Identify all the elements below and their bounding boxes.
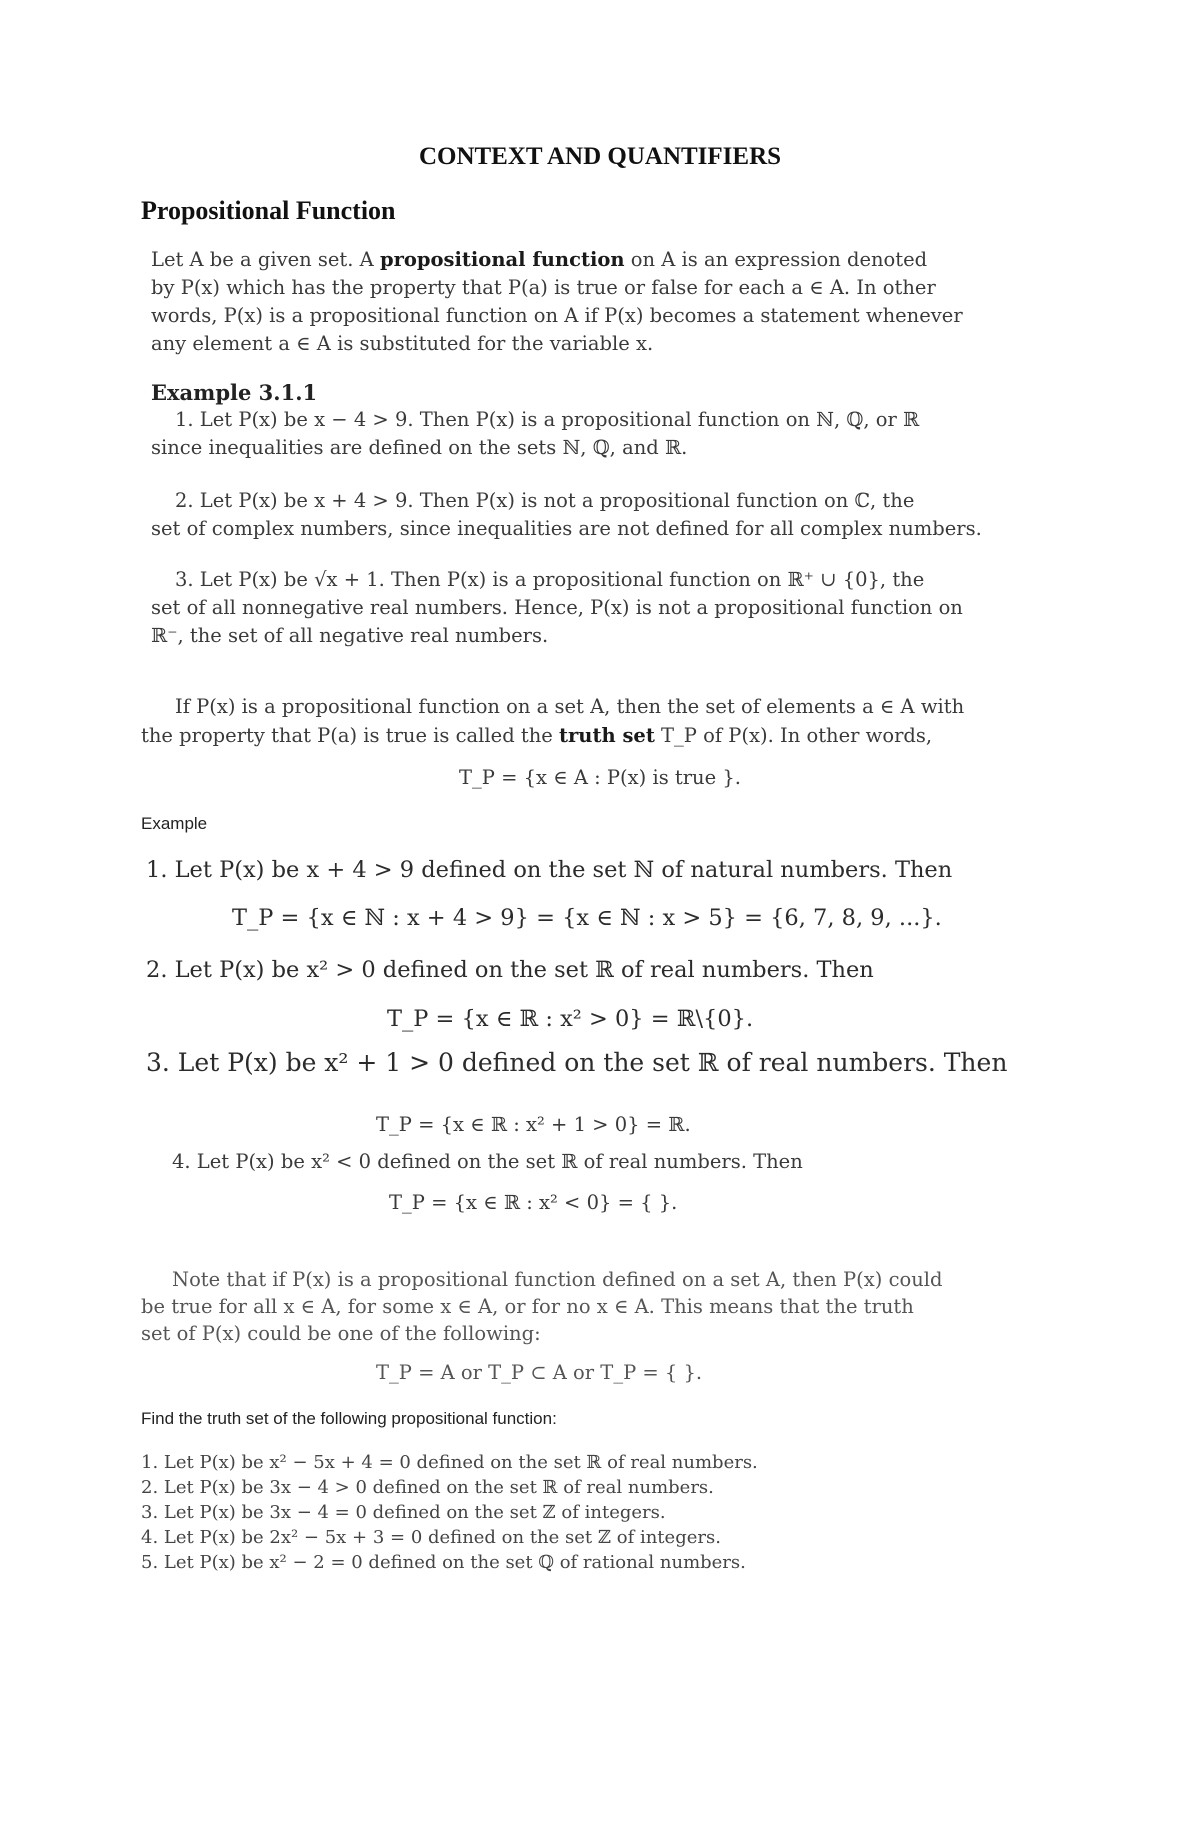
exercise-item: 2. Let P(x) be 3x − 4 > 0 defined on the set ℝ of real numbers. xyxy=(141,1477,714,1498)
definition-line-4: any element a ∈ A is substituted for the variable x. xyxy=(151,332,654,355)
note-line-1: Note that if P(x) is a propositional function defined on a set A, then P(x) could xyxy=(172,1268,943,1291)
section-heading: Propositional Function xyxy=(141,196,396,225)
page-title: CONTEXT AND QUANTIFIERS xyxy=(418,143,782,170)
definition-text: Let A be a given set. A xyxy=(151,248,380,271)
definition-line-3: words, P(x) is a propositional function on A if P(x) becomes a statement whenever xyxy=(151,304,963,327)
definition-text: on A is an expression denoted xyxy=(624,248,928,271)
definition-term: propositional function xyxy=(379,248,625,271)
note-line-2: be true for all x ∈ A, for some x ∈ A, or for no x ∈ A. This means that the truth xyxy=(141,1295,914,1318)
example-1-formula: T_P = {x ∈ ℕ : x + 4 > 9} = {x ∈ ℕ : x > 5} = {6, 7, 8, 9, ...}. xyxy=(232,905,942,931)
exercise-item: 1. Let P(x) be x² − 5x + 4 = 0 defined on the set ℝ of real numbers. xyxy=(141,1452,758,1473)
truth-set-formula: T_P = {x ∈ A : P(x) is true }. xyxy=(459,766,741,789)
example-311-3-line-1: 3. Let P(x) be √x + 1. Then P(x) is a propositional function on ℝ⁺ ∪ {0}, the xyxy=(175,568,925,591)
exercise-item: 4. Let P(x) be 2x² − 5x + 3 = 0 defined on the set ℤ of integers. xyxy=(141,1527,721,1548)
example-311-3-line-2: set of all nonnegative real numbers. Hence, P(x) is not a propositional function on xyxy=(151,596,963,619)
example-311-2-line-1: 2. Let P(x) be x + 4 > 9. Then P(x) is not a propositional function on ℂ, the xyxy=(175,489,915,512)
definition-line-1 xyxy=(151,248,927,271)
truth-set-term: truth set xyxy=(559,724,655,747)
example-heading: Example 3.1.1 xyxy=(151,380,318,405)
definition-line-2: by P(x) which has the property that P(a) is true or false for each a ∈ A. In other xyxy=(151,276,936,299)
example-311-3-line-3: ℝ⁻, the set of all negative real numbers. xyxy=(151,624,549,647)
example-4-formula: T_P = {x ∈ ℝ : x² < 0} = { }. xyxy=(389,1191,678,1214)
truth-set-text: T_P of P(x). In other words, xyxy=(654,724,933,747)
example-311-2-line-2: set of complex numbers, since inequalities are not defined for all complex numbers. xyxy=(151,517,982,540)
exercise-prompt: Find the truth set of the following propositional function: xyxy=(141,1409,557,1428)
example-2-formula: T_P = {x ∈ ℝ : x² > 0} = ℝ\{0}. xyxy=(387,1006,754,1032)
note-line-3: set of P(x) could be one of the following: xyxy=(141,1322,541,1345)
truth-set-line-2 xyxy=(141,724,932,747)
example-2-text: 2. Let P(x) be x² > 0 defined on the set ℝ of real numbers. Then xyxy=(146,957,874,983)
truth-set-line-1: If P(x) is a propositional function on a set A, then the set of elements a ∈ A with xyxy=(175,695,965,718)
note-formula: T_P = A or T_P ⊂ A or T_P = { }. xyxy=(376,1361,703,1384)
exercise-item: 5. Let P(x) be x² − 2 = 0 defined on the set ℚ of rational numbers. xyxy=(141,1552,746,1573)
example-3-formula: T_P = {x ∈ ℝ : x² + 1 > 0} = ℝ. xyxy=(376,1113,691,1136)
example-3-text: 3. Let P(x) be x² + 1 > 0 defined on the set ℝ of real numbers. Then xyxy=(146,1048,1008,1077)
example-1-text: 1. Let P(x) be x + 4 > 9 defined on the set ℕ of natural numbers. Then xyxy=(146,857,953,883)
example-311-1-line-1: 1. Let P(x) be x − 4 > 9. Then P(x) is a propositional function on ℕ, ℚ, or ℝ xyxy=(175,408,920,431)
exercise-item: 3. Let P(x) be 3x − 4 = 0 defined on the set ℤ of integers. xyxy=(141,1502,666,1523)
truth-set-text: the property that P(a) is true is called the xyxy=(141,724,560,747)
example-label: Example xyxy=(141,814,208,833)
example-4-text: 4. Let P(x) be x² < 0 defined on the set ℝ of real numbers. Then xyxy=(172,1150,803,1173)
example-311-1-line-2: since inequalities are defined on the sets ℕ, ℚ, and ℝ. xyxy=(151,436,688,459)
